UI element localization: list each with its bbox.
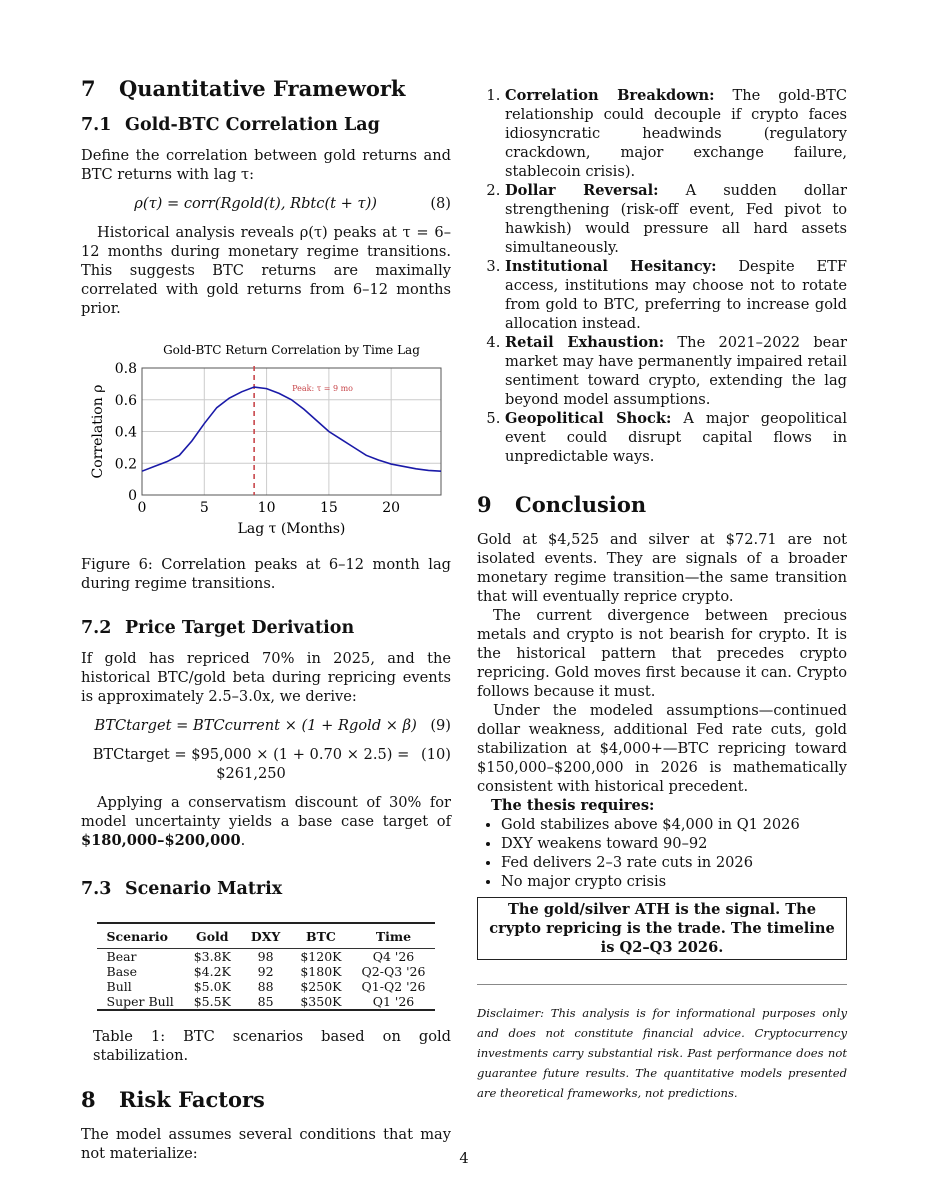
table-cell: 88 <box>257 979 274 994</box>
equation-label: (9) <box>430 717 451 734</box>
correlation-chart <box>81 332 451 542</box>
figure-6 <box>81 332 451 593</box>
y-tick-label: 0 <box>128 488 137 504</box>
x-tick-label: 0 <box>137 500 147 516</box>
table-cell: Q2-Q3 '26 <box>361 964 426 979</box>
equation-10 <box>81 745 451 783</box>
table-row <box>97 979 436 994</box>
section-7-1-heading <box>81 114 451 136</box>
section-title: Price Target Derivation <box>125 618 355 638</box>
risk-title: Retail Exhaustion: <box>505 334 665 351</box>
figure-caption: Figure 6: Correlation peaks at 6–12 month lag during regime transitions. <box>81 556 451 592</box>
table-cell: $250K <box>300 979 342 994</box>
scenario-table <box>97 922 436 1011</box>
y-tick-label: 0.2 <box>114 456 137 473</box>
table-row <box>97 964 436 979</box>
table-cell: $180K <box>300 964 342 979</box>
requirements-list <box>477 815 847 891</box>
table-cell: Super Bull <box>106 994 174 1009</box>
requirement-item: • Gold stabilizes above $4,000 in Q1 2026 <box>501 815 847 834</box>
requirement-item: • No major crypto crisis <box>501 872 847 891</box>
table-cell: Q1 '26 <box>372 994 415 1009</box>
section-number: 7.3 <box>81 879 112 899</box>
section-title: Scenario Matrix <box>125 879 283 899</box>
table-row <box>97 994 436 1010</box>
y-tick-label: 0.6 <box>114 392 137 409</box>
risk-text: A sudden dollar strengthening (risk-off event, Fed pivot to hawkish) would pressure all hard assets simultaneously. <box>505 182 847 256</box>
risk-item <box>505 333 847 409</box>
table-caption: Table 1: BTC scenarios based on gold stabilization. <box>93 1028 451 1064</box>
y-axis-label: Correlation ρ <box>90 384 106 479</box>
table-cell: $3.8K <box>193 949 231 964</box>
requirement-item: • Fed delivers 2–3 rate cuts in 2026 <box>501 853 847 872</box>
requirement-item: • DXY weakens toward 90–92 <box>501 834 847 853</box>
column-header: DXY <box>241 923 290 949</box>
table-1 <box>81 922 451 1065</box>
x-tick-label: 20 <box>382 500 401 516</box>
equation-label: (8) <box>430 195 451 212</box>
equation: ρ(τ) = corr(Rgold(t), Rbtc(t + τ)) <box>134 195 377 212</box>
equation-8 <box>81 194 451 213</box>
risk-item <box>505 409 847 466</box>
section-title: Risk Factors <box>119 1087 265 1112</box>
conclusion-box: The gold/silver ATH is the signal. The crypto repricing is the trade. The timeline is Q2–Q3 2026. <box>477 897 847 960</box>
risk-title: Dollar Reversal: <box>505 182 659 199</box>
equation: BTCtarget = $95,000 × (1 + 0.70 × 2.5) = $261,250 <box>92 746 410 782</box>
section-7-heading <box>81 76 451 102</box>
text: Applying a conservatism discount of 30% for model uncertainty yields a base case target of <box>81 794 451 830</box>
risk-text: The 2021–2022 bear market may have permanently impaired retail sentiment toward crypto, extending the lag beyond model assumptions. <box>505 334 847 408</box>
equation: BTCtarget = BTCcurrent × (1 + Rgold × β) <box>94 717 417 734</box>
table-cell: Bull <box>106 979 132 994</box>
table-cell: 92 <box>257 964 274 979</box>
page-number: 4 <box>459 1150 469 1167</box>
chart-title: Gold-BTC Return Correlation by Time Lag <box>163 343 420 357</box>
table-cell: $5.0K <box>193 979 231 994</box>
paragraph: The model assumes several conditions that may not materialize: <box>81 1126 451 1162</box>
column-header: Time <box>352 923 436 949</box>
risk-text: A major geopolitical event could disrupt capital flows in unpredictable ways. <box>505 410 847 465</box>
section-7-3-heading <box>81 878 451 900</box>
table-header-row <box>97 923 436 949</box>
bold-text: $180,000–$200,000 <box>81 832 241 849</box>
column-header: Gold <box>184 923 241 949</box>
section-8-heading <box>81 1087 451 1113</box>
section-title: Gold-BTC Correlation Lag <box>125 115 380 135</box>
risk-title: Geopolitical Shock: <box>505 410 672 427</box>
paragraph: Under the modeled assumptions—continued dollar weakness, additional Fed rate cuts, gold stabilization at $4,000+—BTC repricing toward $150,000–$200,000 in 2026 is mathematically consistent with historical precedent. <box>477 702 847 795</box>
text: . <box>240 832 246 849</box>
column-header: BTC <box>290 923 351 949</box>
table-cell: $350K <box>300 994 342 1009</box>
disclaimer: Disclaimer: This analysis is for informational purposes only and does not constitute financial advice. Cryptocurrency investments carry substantial risk. Past performance does not guarantee future results. The quantitative models presented are theoretical frameworks, not predictions. <box>477 1006 847 1100</box>
section-title: Quantitative Framework <box>119 76 406 101</box>
paragraph: Gold at $4,525 and silver at $72.71 are not isolated events. They are signals of a broader monetary regime transition—the same transition that will eventually reprice crypto. <box>477 531 847 605</box>
section-number: 7.1 <box>81 115 112 135</box>
table-cell: 98 <box>257 949 274 964</box>
table-cell: 85 <box>257 994 274 1009</box>
risk-text: The gold-BTC relationship could decouple if crypto faces idiosyncratic headwinds (regulatory crackdown, major exchange failure, stablecoin crisis). <box>505 87 847 180</box>
divider <box>477 984 847 985</box>
table-cell: $4.2K <box>193 964 231 979</box>
x-tick-label: 10 <box>257 500 276 516</box>
risk-list <box>477 86 847 466</box>
risk-item <box>505 86 847 181</box>
section-7-2-heading <box>81 617 451 639</box>
paragraph: The current divergence between precious metals and crypto is not bearish for crypto. It is the historical pattern that precedes crypto repricing. Gold moves first because it can. Crypto follows because it must. <box>477 607 847 700</box>
table-cell: Q1-Q2 '26 <box>361 979 426 994</box>
section-number: 8 <box>81 1087 96 1112</box>
section-number: 9 <box>477 492 492 517</box>
table-row <box>97 949 436 965</box>
risk-title: Institutional Hesitancy: <box>505 258 717 275</box>
peak-annotation: Peak: τ = 9 mo <box>292 384 353 394</box>
x-axis-label: Lag τ (Months) <box>237 521 346 537</box>
right-column <box>477 86 847 1103</box>
section-number: 7.2 <box>81 618 112 638</box>
x-tick-label: 15 <box>319 500 338 516</box>
left-column <box>81 76 451 1163</box>
y-tick-label: 0.4 <box>114 424 137 441</box>
risk-item <box>505 181 847 257</box>
paragraph <box>81 793 451 850</box>
risk-text: Despite ETF access, institutions may choose not to rotate from gold to BTC, preferring to increase gold allocation instead. <box>505 258 847 332</box>
y-tick-label: 0.8 <box>114 361 137 377</box>
column-header: Scenario <box>97 923 184 949</box>
table-cell: $120K <box>300 949 342 964</box>
table-cell: Bear <box>106 949 137 964</box>
equation-9 <box>81 716 451 735</box>
section-title: Conclusion <box>515 492 647 517</box>
paragraph: Define the correlation between gold returns and BTC returns with lag τ: <box>81 147 451 183</box>
risk-title: Correlation Breakdown: <box>505 87 715 104</box>
table-cell: $5.5K <box>193 994 231 1009</box>
section-number: 7 <box>81 76 96 101</box>
x-tick-label: 5 <box>199 500 209 516</box>
table-cell: Base <box>106 964 137 979</box>
table-cell: Q4 '26 <box>372 949 415 964</box>
risk-item <box>505 257 847 333</box>
paragraph: If gold has repriced 70% in 2025, and the historical BTC/gold beta during repricing events is approximately 2.5–3.0x, we derive: <box>81 650 451 705</box>
equation-label: (10) <box>421 746 451 763</box>
paragraph: Historical analysis reveals ρ(τ) peaks at τ = 6–12 months during monetary regime transitions. This suggests BTC returns are maximally correlated with gold returns from 6–12 months prior. <box>81 224 451 317</box>
section-9-heading <box>477 492 847 518</box>
requirements-title: The thesis requires: <box>491 797 655 814</box>
